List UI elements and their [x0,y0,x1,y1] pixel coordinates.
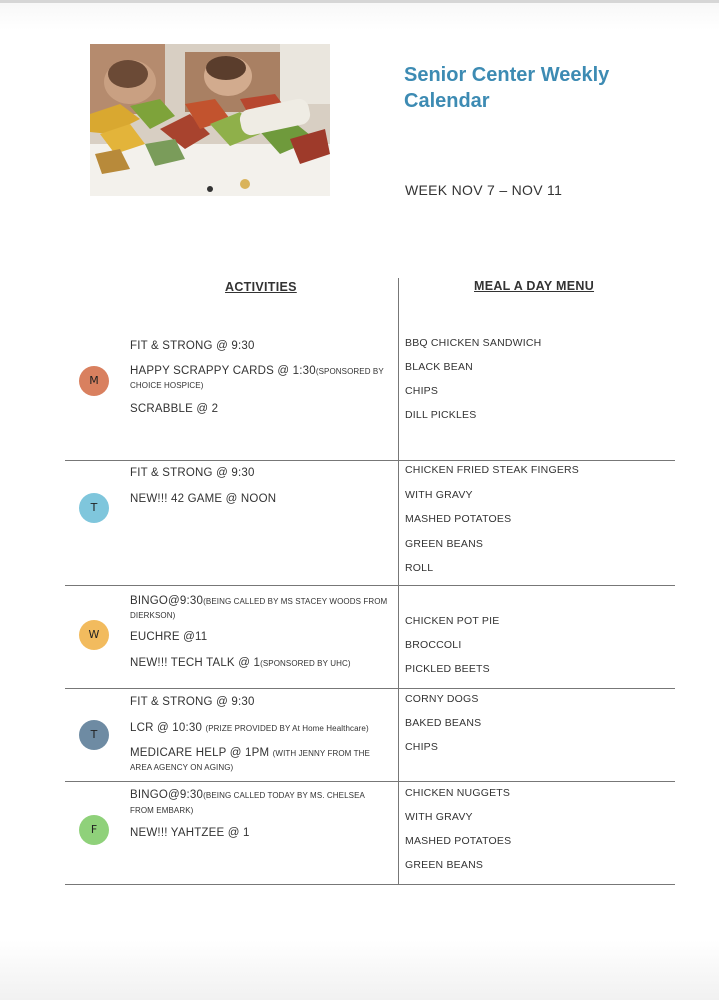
autumn-leaves-photo [90,44,330,196]
thu-activity-2 [130,721,369,736]
fri-activity-1-note-cont: FROM EMBARK) [130,806,194,815]
day-badge-thursday: T [79,720,109,750]
tue-meal-3: MASHED POTATOES [405,513,512,525]
thu-activity-2-note: (PRIZE PROVIDED BY At Home Healthcare) [205,724,369,733]
wed-meal-3: PICKLED BEETS [405,663,490,675]
mon-activity-2-title: HAPPY SCRAPPY CARDS @ 1:30 [130,365,316,377]
wed-activity-1-note-cont: DIERKSON) [130,611,176,620]
wed-activity-1-title: BINGO@9:30 [130,595,204,607]
day-badge-friday: F [79,815,109,845]
row-divider-wed-thu [65,688,675,689]
meals-header: MEAL A DAY MENU [474,279,595,293]
wed-activity-2: EUCHRE @11 [130,631,208,643]
mon-activity-2 [130,364,384,379]
mon-activity-2-note: (SPONSORED BY [315,367,384,376]
page-title [404,62,704,114]
row-divider-tue-wed [65,585,675,586]
wed-activity-1-note: (BEING CALLED BY MS STACEY WOODS FROM [203,597,388,606]
activities-header: ACTIVITIES [225,280,297,294]
tue-activity-1: FIT & STRONG @ 9:30 [130,467,255,479]
day-badge-monday: M [79,366,109,396]
tue-meal-4: GREEN BEANS [405,538,484,550]
wed-meal-2: BROCCOLI [405,639,462,651]
thu-activity-1: FIT & STRONG @ 9:30 [130,696,255,708]
day-badge-tuesday: T [79,493,109,523]
mon-activity-2-note-cont: CHOICE HOSPICE) [130,381,204,390]
wed-meal-1: CHICKEN POT PIE [405,615,500,627]
fri-activity-2: NEW!!! YAHTZEE @ 1 [130,827,250,839]
fri-activity-1-note: (BEING CALLED TODAY BY MS. CHELSEA [203,791,365,800]
thu-activity-3-title: MEDICARE HELP @ 1PM [130,747,270,759]
thu-activity-2-title: LCR @ 10:30 [130,722,203,734]
day-badge-wednesday: W [79,620,109,650]
thu-meal-1: CORNY DOGS [405,693,479,705]
fri-activity-1-title: BINGO@9:30 [130,789,204,801]
thu-activity-3-note: (WITH JENNY FROM THE [272,749,370,758]
title-line-1: Senior Center Weekly [404,64,610,86]
fri-meal-4: GREEN BEANS [405,859,484,871]
mon-meal-1: BBQ CHICKEN SANDWICH [405,337,542,349]
tue-meal-2: WITH GRAVY [405,489,473,501]
column-divider [398,278,399,884]
thu-meal-2: BAKED BEANS [405,717,482,729]
wed-activity-3 [130,656,351,671]
mon-meal-4: DILL PICKLES [405,409,477,421]
fri-meal-2: WITH GRAVY [405,811,473,823]
mon-activity-3: SCRABBLE @ 2 [130,403,219,415]
row-divider-thu-fri [65,781,675,782]
fri-meal-3: MASHED POTATOES [405,835,512,847]
row-divider-mon-tue [65,460,675,461]
wed-activity-1 [130,594,387,609]
thu-activity-3-note-cont: AREA AGENCY ON AGING) [130,763,234,772]
week-range: WEEK NOV 7 – NOV 11 [405,182,563,198]
tue-meal-5: ROLL [405,562,434,574]
mon-activity-1: FIT & STRONG @ 9:30 [130,340,255,352]
tue-meal-1: CHICKEN FRIED STEAK FINGERS [405,464,580,476]
thu-activity-3 [130,746,370,761]
fri-activity-1 [130,788,365,803]
row-divider-bottom [65,884,675,885]
mon-meal-3: CHIPS [405,385,439,397]
mon-meal-2: BLACK BEAN [405,361,473,373]
wed-activity-3-note: (SPONSORED BY UHC) [260,659,351,668]
tue-activity-2: NEW!!! 42 GAME @ NOON [130,493,277,505]
thu-meal-3: CHIPS [405,741,439,753]
fri-meal-1: CHICKEN NUGGETS [405,787,511,799]
page-edge [0,0,719,3]
title-line-2: Calendar [404,90,490,112]
wed-activity-3-title: NEW!!! TECH TALK @ 1 [130,657,261,669]
